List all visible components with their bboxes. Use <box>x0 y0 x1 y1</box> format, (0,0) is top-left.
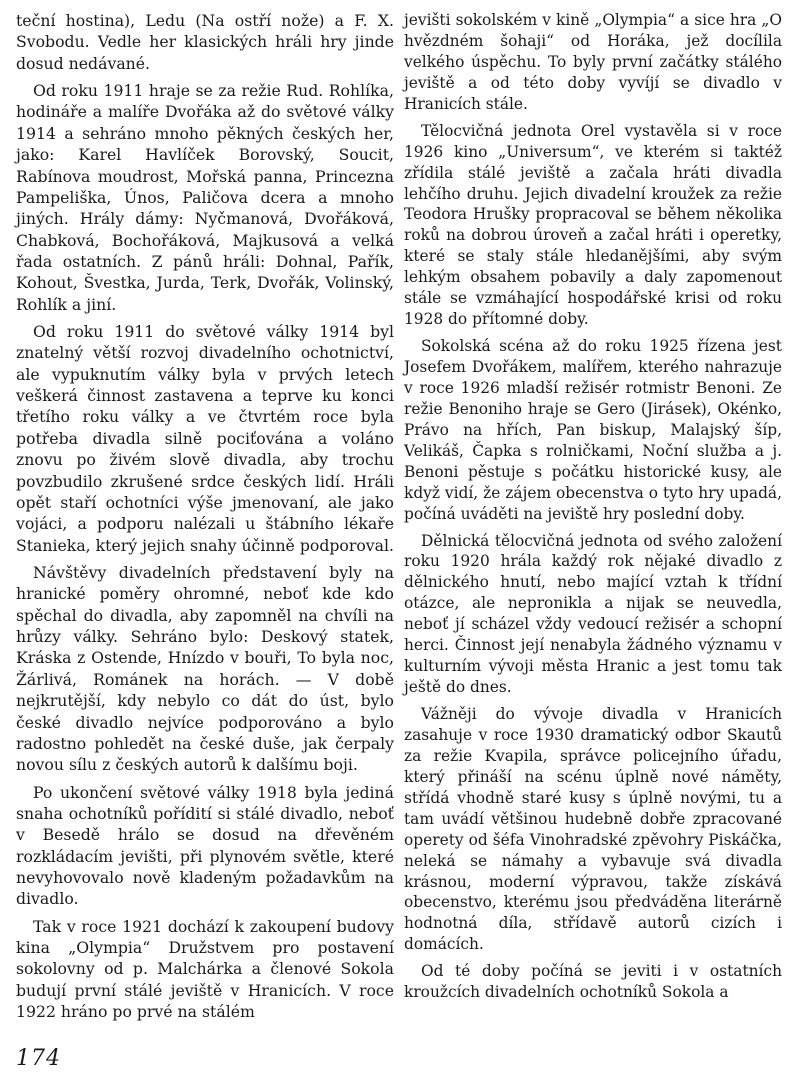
paragraph: Od té doby počíná se jeviti i v ostatních kroužcích divadelních ochotníků Sokola a <box>404 962 782 1002</box>
left-column <box>16 10 394 1029</box>
paragraph: Od roku 1911 hraje se za režie Rud. Rohlíka, hodináře a malíře Dvořáka až do světové války 1914 a sehráno mnoho pěkných českých her, jako: Karel Havlíček Borovský, Soucit, Rabínova moudrost, Mořská panna, Princezna Pampeliška, Únos, Paličova dcera a mnoho jiných. Hrály dámy: Nyčmanová, Dvořáková, Chabková, Bochořáková, Majkusová a velká řada ostatních. Z pánů hráli: Dohnal, Pařík, Kohout, Švestka, Jurda, Terk, Dvořák, Volinský, Rohlík a jiní. <box>16 81 394 314</box>
paragraph: teční hostina), Ledu (Na ostří nože) a F. X. Svobodu. Vedle her klasických hráli hry jinde dosud nedávané. <box>16 11 394 73</box>
paragraph: Sokolská scéna až do roku 1925 řízena jest Josefem Dvořákem, malířem, kterého nahrazuje v roce 1926 mladší režisér rotmistr Benoni. Ze režie Benoniho hraje se Gero (Jirásek), Okénko, Právo na hřích, Pan biskup, Malajský šíp, Velikáš, Čapka s rolničkami, Noční služba a j. Benoni pěstuje s počátku historické kusy, ale když vidí, že zájem obecenstva o tyto hry upadá, počíná uváděti na jeviště hry poslední doby. <box>404 337 782 523</box>
paragraph: jevišti sokolském v kině „Olympia“ a sice hra „O hvězdném šohaji“ od Horáka, jež docílila velkého úspěchu. To byly první začátky stálého jeviště a od této doby vyvíjí se divadlo v Hranicích stále. <box>404 11 782 113</box>
paragraph: Tak v roce 1921 dochází k zakoupení budovy kina „Olympia“ Družstvem pro postavení sokolovny od p. Malchárka a členové Sokola budují první stálé jeviště v Hranicích. V roce 1922 hráno po prvé na stálém <box>16 916 394 1022</box>
page-number: 174 <box>16 1046 61 1071</box>
right-column <box>404 10 782 1009</box>
paragraph: Návštěvy divadelních představení byly na hranické poměry ohromné, neboť kde kdo spěchal do divadla, aby zapomněl na chvíli na hrůzy války. Sehráno bylo: Deskový statek, Kráska z Ostende, Hnízdo v bouři, To byla noc, Žárlivá, Románek na horách. — V době nejkrutější, kdy nebylo co dát do úst, bylo české divadlo nejvíce podporováno a bylo radostno pohledět na české duše, jak čerpaly novou sílu z českých autorů k dalšímu boji. <box>16 562 394 775</box>
paragraph: Od roku 1911 do světové války 1914 byl znatelný větší rozvoj divadelního ochotnictví, ale vypuknutím války byla v prvých letech veškerá činnost zastavena a teprve ku konci třetího roku války a ve čtvrtém roce byla potřeba divadla silně pociťována a voláno znovu po živém slově divadla, aby trochu povzbudilo zkrušené srdce českých lidí. Hráli opět staří ochotníci výše jmenovaní, ale jako vojáci, a podporu nalézali u štábního lékaře Stanieka, který jejich snahy účinně podporoval. <box>16 322 395 555</box>
paragraph: Tělocvičná jednota Orel vystavěla si v roce 1926 kino „Universum“, ve kterém si taktéž zřídila stálé jeviště a začala hráti divadla lehčího druhu. Jejich divadelní kroužek za režie Teodora Hrušky propracoval se během několika roků na dobrou úroveň a začal hráti i operetky, které se staly stále hledanějšími, aby svým lehkým obsahem pobavily a daly zapomenout stále se vzmáhající hospodářské krisi od roku 1928 do přítomné doby. <box>404 121 782 329</box>
paragraph: Dělnická tělocvičná jednota od svého založení roku 1920 hrála každý rok nějaké divadlo z dělnického hnutí, nebo mající vztah k třídní otázce, ale nepronikla a nijak se neuvedla, neboť jí scházel vždy vedoucí režisér a schopní herci. Činnost její nenabyla žádného významu v kulturním vývoji města Hranic a jest tomu tak ještě do dnes. <box>404 531 782 697</box>
paragraph: Vážněji do vývoje divadla v Hranicích zasahuje v roce 1930 dramatický odbor Skautů za režie Kvapila, správce policejního úřadu, který přináší na scénu úplně nové náměty, střídá vhodně staré kusy s úplně novými, tu a tam uvádí většinou hudebně dobře zpracované operety od šéfa Vinohradské zpěvohry Piskáčka, neleká se námahy a vybavuje svá divadla krásnou, moderní výpravou, takže získává obecenstvo, kterému jsou předváděna literárně hodnotná díla, střídavě autorů cizích i domácích. <box>404 705 782 954</box>
paragraph: Po ukončení světové války 1918 byla jediná snaha ochotníků pořídití si stálé divadlo, neboť v Besedě hrálo se dosud na dřevěném rozkládacím jevišti, při plynovém světle, které nevyhovovalo nově kladeným požadavkům na divadlo. <box>16 782 394 909</box>
